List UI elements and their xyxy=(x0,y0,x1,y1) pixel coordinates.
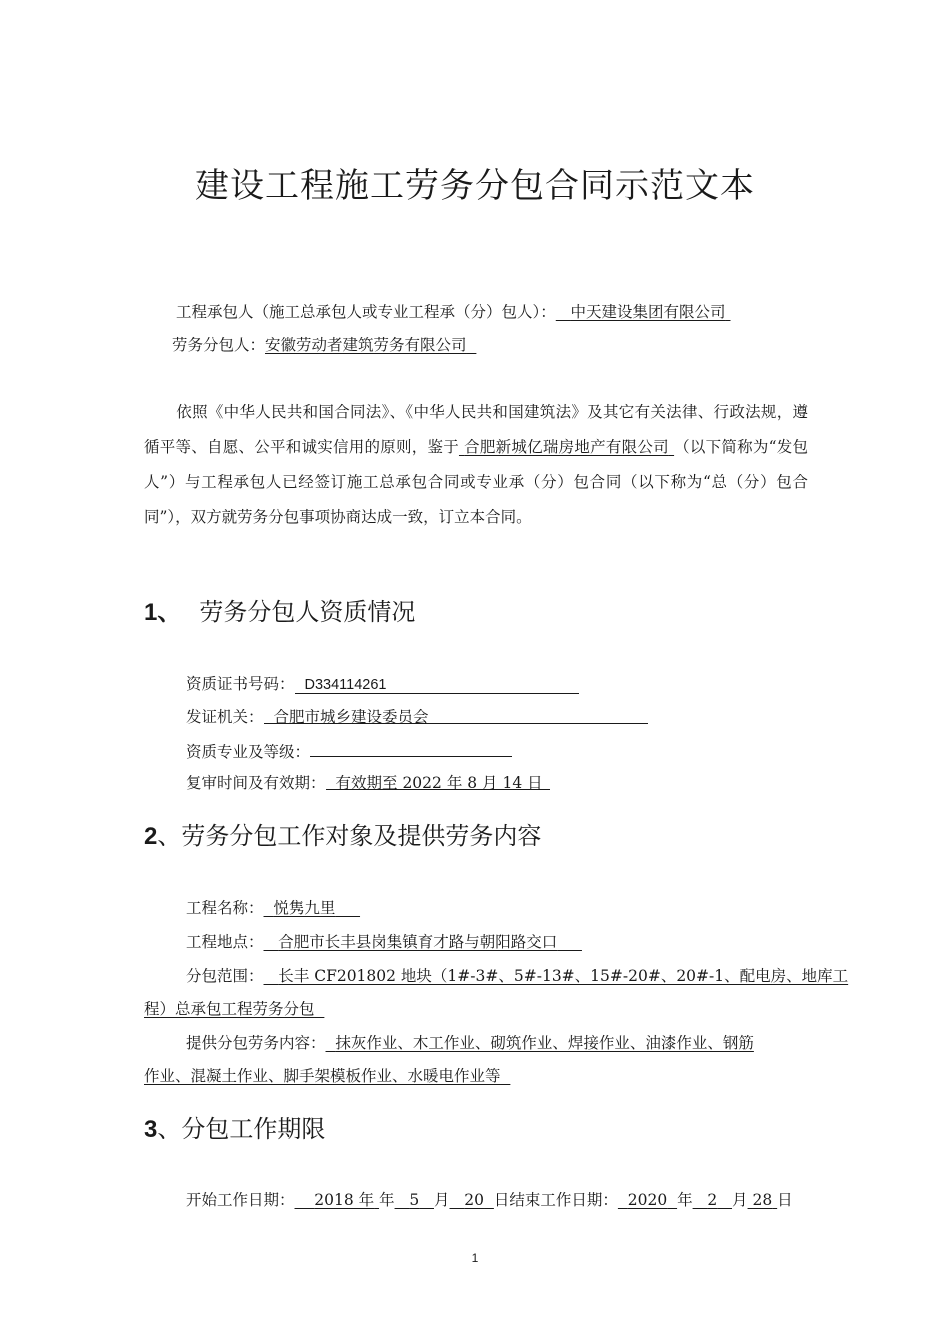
labor-line-1 xyxy=(186,1031,754,1053)
scope-line-1 xyxy=(186,964,848,986)
project-location-label: 工程地点： xyxy=(186,933,264,951)
section-2-heading: 2、劳务分包工作对象及提供劳务内容 xyxy=(144,822,542,850)
start-month: 5 xyxy=(409,1191,420,1209)
document-title: 建设工程施工劳务分包合同示范文本 xyxy=(195,166,755,206)
contractor-line xyxy=(176,300,731,322)
subcontractor-value: 安徽劳动者建筑劳务有限公司 xyxy=(265,336,467,354)
end-date-label: 日结束工作日期： xyxy=(493,1191,618,1209)
subcontractor-line xyxy=(172,333,476,355)
scope-value-2: 程）总承包工程劳务分包 xyxy=(144,1000,315,1018)
cert-number-line xyxy=(186,672,579,694)
preamble-paragraph: 依照《中华人民共和国合同法》、《中华人民共和国建筑法》及其它有关法律、行政法规，遵循平等、自愿、公平和诚实信用的原则，鉴于 合肥新城亿瑞房地产有限公司 （以下简称为“发包人”）与工程承包人已经签订施工总承包合同或专业承（分）包合同（以下称为“总（分）包合同”），双方就劳务分包事项协商达成一致，订立本合同。 xyxy=(144,403,808,526)
cert-number-field: D334114261 xyxy=(295,675,579,694)
issuer-label: 发证机关： xyxy=(186,708,264,726)
project-location-value: 合肥市长丰县岗集镇育才路与朝阳路交口 xyxy=(278,933,558,951)
start-day: 20 xyxy=(464,1191,485,1209)
grade-line xyxy=(186,738,512,762)
employer-name: 合肥新城亿瑞房地产有限公司 xyxy=(464,438,669,456)
labor-value-1: 抹灰作业、木工作业、砌筑作业、焊接作业、油漆作业、钢筋 xyxy=(335,1034,754,1052)
project-location-line xyxy=(186,930,582,952)
review-field: 有效期至 2022 年 8 月 14 日 xyxy=(326,771,550,790)
work-period-line: 开始工作日期： 2018 年 年 5 月 20 日结束工作日期： 2020 年 2 月 28 日 xyxy=(186,1191,793,1209)
labor-line-2 xyxy=(144,1064,510,1086)
scope-label: 分包范围： xyxy=(186,967,264,985)
issuer-line xyxy=(186,705,648,727)
page-number: 1 xyxy=(471,1251,479,1265)
labor-label: 提供分包劳务内容： xyxy=(186,1034,326,1052)
contractor-value: 中天建设集团有限公司 xyxy=(570,303,726,321)
contractor-label: 工程承包人（施工总承包人或专业工程承（分）包人）： xyxy=(176,303,556,321)
project-name-label: 工程名称： xyxy=(186,899,264,917)
project-name-line xyxy=(186,896,360,918)
end-year: 2020 xyxy=(627,1191,668,1209)
cert-number-label: 资质证书号码： xyxy=(186,675,295,693)
start-year: 2018 年 xyxy=(314,1191,375,1209)
scope-line-2 xyxy=(144,997,324,1019)
section-3-heading: 3、分包工作期限 xyxy=(144,1115,326,1143)
section-1-heading: 1、 劳务分包人资质情况 xyxy=(144,598,416,626)
project-name-value: 悦隽九里 xyxy=(273,899,336,917)
grade-label: 资质专业及等级： xyxy=(186,743,311,761)
end-month: 2 xyxy=(707,1191,718,1209)
scope-value-1: 长丰 CF201802 地块（1#-3#、5#-13#、15#-20#、20#-1、配电房、地库工 xyxy=(278,967,849,985)
start-date-label: 开始工作日期： xyxy=(186,1191,295,1209)
grade-field xyxy=(310,738,512,757)
end-day: 28 xyxy=(752,1191,773,1209)
labor-value-2: 作业、混凝土作业、脚手架模板作业、水暖电作业等 xyxy=(144,1067,501,1085)
subcontractor-label: 劳务分包人： xyxy=(172,336,266,354)
review-line xyxy=(186,771,550,793)
review-label: 复审时间及有效期： xyxy=(186,774,326,792)
issuer-field: 合肥市城乡建设委员会 xyxy=(264,705,648,724)
